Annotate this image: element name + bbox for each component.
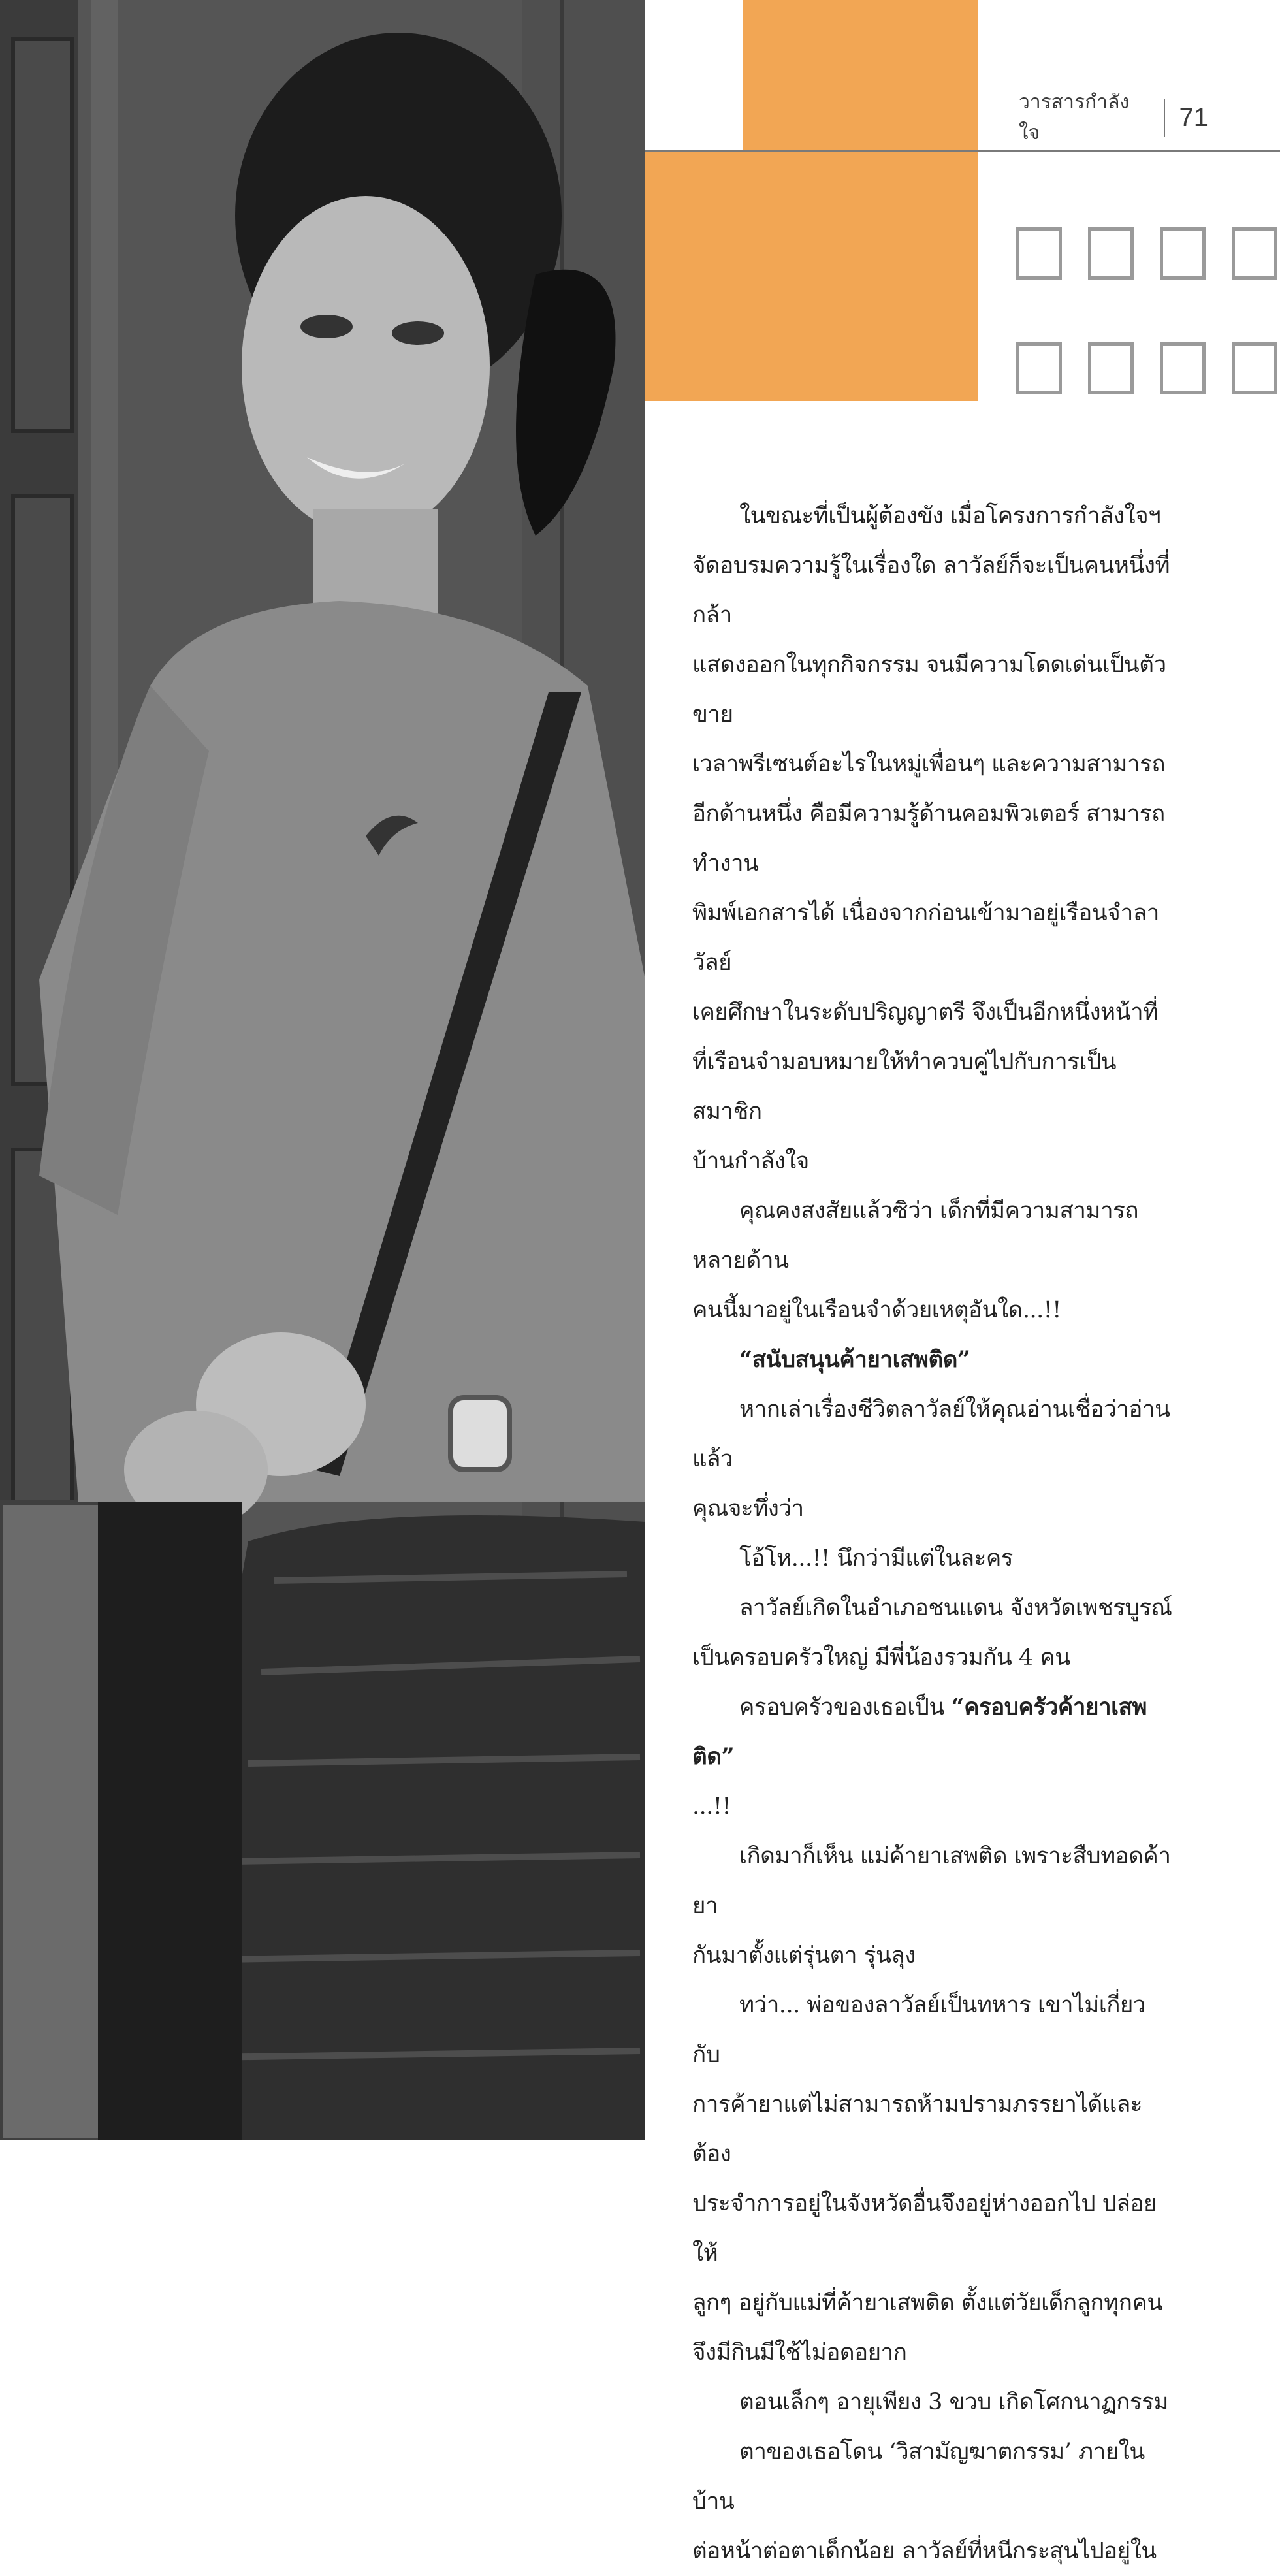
article-line (692, 1931, 1172, 1980)
article-line (692, 888, 1172, 988)
accent-block-title (645, 152, 978, 401)
article-line (692, 491, 1172, 541)
title-glyph-box (1016, 342, 1062, 394)
article-line-text: บ้านกำลังใจ (692, 1148, 809, 1174)
title-glyph-box (1160, 342, 1206, 394)
article-line (692, 1682, 1172, 1782)
article-line (692, 1980, 1172, 2080)
title-glyph-box (1160, 227, 1206, 280)
article-line (692, 1534, 1172, 1583)
article-line (692, 1335, 1172, 1385)
title-glyph-box (1232, 227, 1277, 280)
article-line-text: ...!! (692, 1794, 731, 1820)
article-line-text: ตอนเล็กๆ อายุเพียง 3 ขวบ เกิดโศกนาฏกรรม (739, 2389, 1168, 2415)
article-line (692, 1037, 1172, 1136)
article-line-text: คุณคงสงสัยแล้วซิว่า เด็กที่มีความสามารถหลายด้าน (692, 1198, 1139, 1274)
title-row-1 (1016, 227, 1277, 280)
article-line (692, 1484, 1172, 1534)
article-line-text: จึงมีกินมีใช้ไม่อดอยาก (692, 2340, 907, 2366)
title-glyph-box (1232, 342, 1277, 394)
article-line-text: เกิดมาก็เห็น แม่ค้ายาเสพติด เพราะสืบทอดค้ายา (692, 1843, 1171, 1919)
article-line (692, 2427, 1172, 2526)
article-line-text: กันมาตั้งแต่รุ่นตา รุ่นลุง (692, 1942, 916, 1969)
article-line (692, 2080, 1172, 2179)
article-line (692, 640, 1172, 739)
article-line-text: คุณจะทึ่งว่า (692, 1496, 804, 1522)
article-line-text: ในขณะที่เป็นผู้ต้องขัง เมื่อโครงการกำลังใจฯ (739, 503, 1161, 529)
article-line (692, 2328, 1172, 2377)
page-number: 71 (1179, 103, 1208, 132)
article-line (692, 1583, 1172, 1633)
article-line (692, 2278, 1172, 2328)
article-line (692, 541, 1172, 640)
running-head (1019, 91, 1280, 144)
title-glyph-box (1088, 342, 1134, 394)
article-line-text: อีกด้านหนึ่ง คือมีความรู้ด้านคอมพิวเตอร์ สามารถทำงาน (692, 801, 1165, 877)
page-separator (1164, 99, 1165, 137)
article-line-text: ครอบครัวของเธอเป็น (739, 1694, 952, 1720)
article-line-text: การค้ายาแต่ไม่สามารถห้ามปรามภรรยาได้และต้อง (692, 2091, 1143, 2167)
title-glyph-box (1016, 227, 1062, 280)
article-line (692, 988, 1172, 1037)
article-line-text: ประจำการอยู่ในจังหวัดอื่นจึงอยู่ห่างออกไป ปล่อยให้ (692, 2191, 1157, 2266)
article-line (692, 1136, 1172, 1186)
article-line-text: โอ้โห...!! นึกว่ามีแต่ในละคร (739, 1545, 1014, 1571)
article-line (692, 739, 1172, 789)
accent-block-top (743, 0, 978, 152)
title-glyph-box (1088, 227, 1134, 280)
magazine-title: วารสารกำลังใจ (1019, 91, 1130, 144)
article-line (692, 2377, 1172, 2427)
article-line (692, 1186, 1172, 1285)
article-line-text: ทว่า... พ่อของลาวัลย์เป็นทหาร เขาไม่เกี่ยวกับ (692, 1992, 1146, 2068)
article-line-text: “สนับสนุนค้ายาเสพติด” (739, 1346, 970, 1373)
article-line-text: ลาวัลย์เกิดในอำเภอชนแดน จังหวัดเพชรบูรณ์ (739, 1595, 1172, 1621)
portrait-photo (0, 0, 645, 2140)
article-body (692, 491, 1172, 2576)
article-line-text: เคยศึกษาในระดับปริญญาตรี จึงเป็นอีกหนึ่งหน้าที่ (692, 999, 1158, 1025)
article-line-text: คนนี้มาอยู่ในเรือนจำด้วยเหตุอันใด...!! (692, 1297, 1061, 1323)
article-line-text: เป็นครอบครัวใหญ่ มีพี่น้องรวมกัน 4 คน (692, 1645, 1070, 1671)
article-line-text: หากเล่าเรื่องชีวิตลาวัลย์ให้คุณอ่านเชื่อว่าอ่านแล้ว (692, 1396, 1170, 1472)
header-rule (645, 150, 1280, 152)
title-row-2 (1016, 342, 1277, 394)
article-line (692, 1285, 1172, 1335)
article-line-text: ตาของเธอโดน ‘วิสามัญฆาตกรรม’ ภายในบ้าน (692, 2439, 1145, 2515)
article-line-text: แสดงออกในทุกกิจกรรม จนมีความโดดเด่นเป็นตัวขาย (692, 652, 1166, 728)
article-line (692, 2179, 1172, 2278)
article-line (692, 1385, 1172, 1484)
article-line (692, 1633, 1172, 1682)
article-line-emphasis: “ครอบครัวค้ายาเสพติด” (692, 1694, 1147, 1770)
article-line (692, 1782, 1172, 1831)
article-line-text: ที่เรือนจำมอบหมายให้ทำควบคู่ไปกับการเป็นสมาชิก (692, 1049, 1117, 1125)
article-line (692, 789, 1172, 888)
article-line-text: ต่อหน้าต่อตาเด็กน้อย ลาวัลย์ที่หนีกระสุนไปอยู่ใน (692, 2538, 1157, 2564)
article-line (692, 1831, 1172, 1931)
portrait-illustration (0, 0, 645, 2140)
article-line-text: พิมพ์เอกสารได้ เนื่องจากก่อนเข้ามาอยู่เรือนจำลาวัลย์ (692, 900, 1159, 976)
article-line-text: ลูกๆ อยู่กับแม่ที่ค้ายาเสพติด ตั้งแต่วัยเด็กลูกทุกคน (692, 2290, 1162, 2316)
article-line (692, 2526, 1172, 2576)
article-line-text: เวลาพรีเซนต์อะไรในหมู่เพื่อนๆ และความสามารถ (692, 751, 1166, 777)
article-line-text: จัดอบรมความรู้ในเรื่องใด ลาวัลย์ก็จะเป็นคนหนึ่งที่กล้า (692, 553, 1170, 628)
